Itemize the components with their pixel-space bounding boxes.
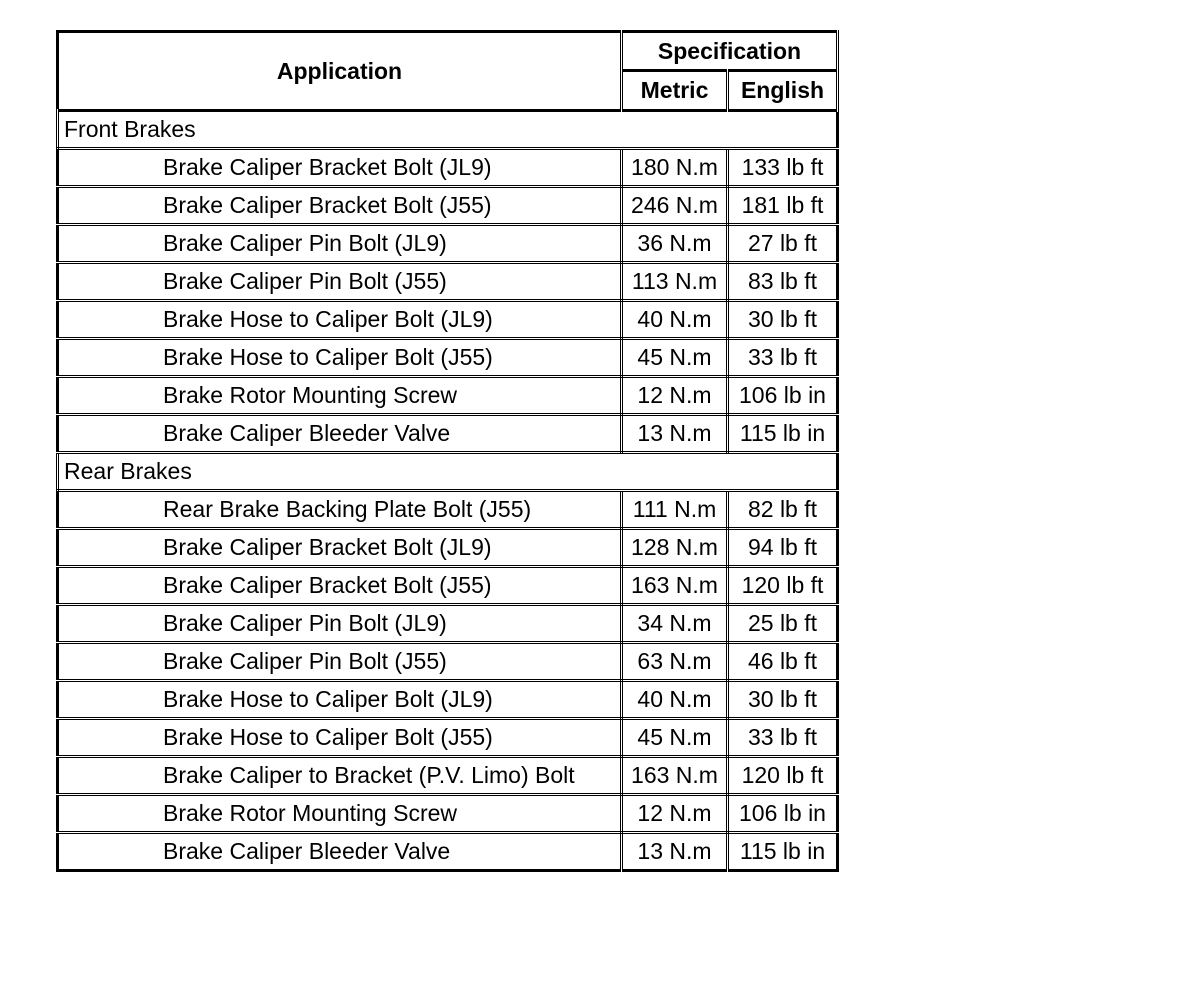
table-row: [58, 643, 838, 681]
metric-value-cell: 45 N.m: [622, 719, 728, 757]
english-value-cell: 30 lb ft: [728, 301, 838, 339]
application-cell: Brake Hose to Caliper Bolt (J55): [58, 339, 622, 377]
metric-value-cell: 128 N.m: [622, 529, 728, 567]
english-value-cell: 94 lb ft: [728, 529, 838, 567]
metric-value-cell: 36 N.m: [622, 225, 728, 263]
section-row: [58, 111, 838, 149]
english-value-cell: 83 lb ft: [728, 263, 838, 301]
application-cell: Brake Caliper Bracket Bolt (JL9): [58, 149, 622, 187]
english-value-cell: 106 lb in: [728, 377, 838, 415]
application-cell: Brake Caliper Pin Bolt (J55): [58, 263, 622, 301]
section-row: [58, 453, 838, 491]
section-title: Rear Brakes: [58, 453, 838, 491]
application-cell: Brake Caliper Bracket Bolt (JL9): [58, 529, 622, 567]
metric-column-header: Metric: [622, 71, 728, 111]
english-value-cell: 82 lb ft: [728, 491, 838, 529]
table-row: [58, 225, 838, 263]
english-value-cell: 115 lb in: [728, 415, 838, 453]
table-row: [58, 415, 838, 453]
table-row: [58, 719, 838, 757]
metric-value-cell: 163 N.m: [622, 567, 728, 605]
english-value-cell: 33 lb ft: [728, 719, 838, 757]
english-value-cell: 106 lb in: [728, 795, 838, 833]
english-value-cell: 115 lb in: [728, 833, 838, 871]
metric-value-cell: 40 N.m: [622, 681, 728, 719]
application-cell: Brake Caliper Bleeder Valve: [58, 833, 622, 871]
english-value-cell: 120 lb ft: [728, 757, 838, 795]
application-cell: Brake Caliper Bracket Bolt (J55): [58, 187, 622, 225]
metric-value-cell: 163 N.m: [622, 757, 728, 795]
table-row: [58, 795, 838, 833]
application-cell: Brake Rotor Mounting Screw: [58, 795, 622, 833]
metric-value-cell: 45 N.m: [622, 339, 728, 377]
metric-value-cell: 12 N.m: [622, 795, 728, 833]
metric-value-cell: 111 N.m: [622, 491, 728, 529]
english-value-cell: 33 lb ft: [728, 339, 838, 377]
section-title: Front Brakes: [58, 111, 838, 149]
table-row: [58, 681, 838, 719]
table-row: [58, 301, 838, 339]
table-row: [58, 187, 838, 225]
english-column-header: English: [728, 71, 838, 111]
table-row: [58, 263, 838, 301]
application-cell: Brake Hose to Caliper Bolt (JL9): [58, 681, 622, 719]
metric-value-cell: 34 N.m: [622, 605, 728, 643]
application-cell: Brake Caliper Bracket Bolt (J55): [58, 567, 622, 605]
table-row: [58, 605, 838, 643]
table-row: [58, 491, 838, 529]
table-header: [58, 32, 838, 111]
metric-value-cell: 40 N.m: [622, 301, 728, 339]
application-cell: Brake Caliper Pin Bolt (JL9): [58, 605, 622, 643]
application-cell: Brake Rotor Mounting Screw: [58, 377, 622, 415]
table-row: [58, 339, 838, 377]
english-value-cell: 30 lb ft: [728, 681, 838, 719]
english-value-cell: 133 lb ft: [728, 149, 838, 187]
english-value-cell: 25 lb ft: [728, 605, 838, 643]
application-cell: Brake Caliper to Bracket (P.V. Limo) Bolt: [58, 757, 622, 795]
metric-value-cell: 13 N.m: [622, 415, 728, 453]
metric-value-cell: 12 N.m: [622, 377, 728, 415]
english-value-cell: 46 lb ft: [728, 643, 838, 681]
metric-value-cell: 180 N.m: [622, 149, 728, 187]
table-row: [58, 833, 838, 871]
english-value-cell: 27 lb ft: [728, 225, 838, 263]
table-row: [58, 377, 838, 415]
application-cell: Brake Caliper Pin Bolt (JL9): [58, 225, 622, 263]
application-cell: Brake Hose to Caliper Bolt (JL9): [58, 301, 622, 339]
table-body: [58, 111, 838, 871]
metric-value-cell: 63 N.m: [622, 643, 728, 681]
application-column-header: Application: [58, 32, 622, 111]
table-row: [58, 149, 838, 187]
application-cell: Rear Brake Backing Plate Bolt (J55): [58, 491, 622, 529]
english-value-cell: 120 lb ft: [728, 567, 838, 605]
table-row: [58, 567, 838, 605]
application-cell: Brake Caliper Bleeder Valve: [58, 415, 622, 453]
application-cell: Brake Caliper Pin Bolt (J55): [58, 643, 622, 681]
table-row: [58, 757, 838, 795]
table-row: [58, 529, 838, 567]
application-cell: Brake Hose to Caliper Bolt (J55): [58, 719, 622, 757]
torque-specification-table: [56, 30, 839, 872]
metric-value-cell: 113 N.m: [622, 263, 728, 301]
specification-column-header: Specification: [622, 32, 838, 71]
english-value-cell: 181 lb ft: [728, 187, 838, 225]
metric-value-cell: 13 N.m: [622, 833, 728, 871]
metric-value-cell: 246 N.m: [622, 187, 728, 225]
